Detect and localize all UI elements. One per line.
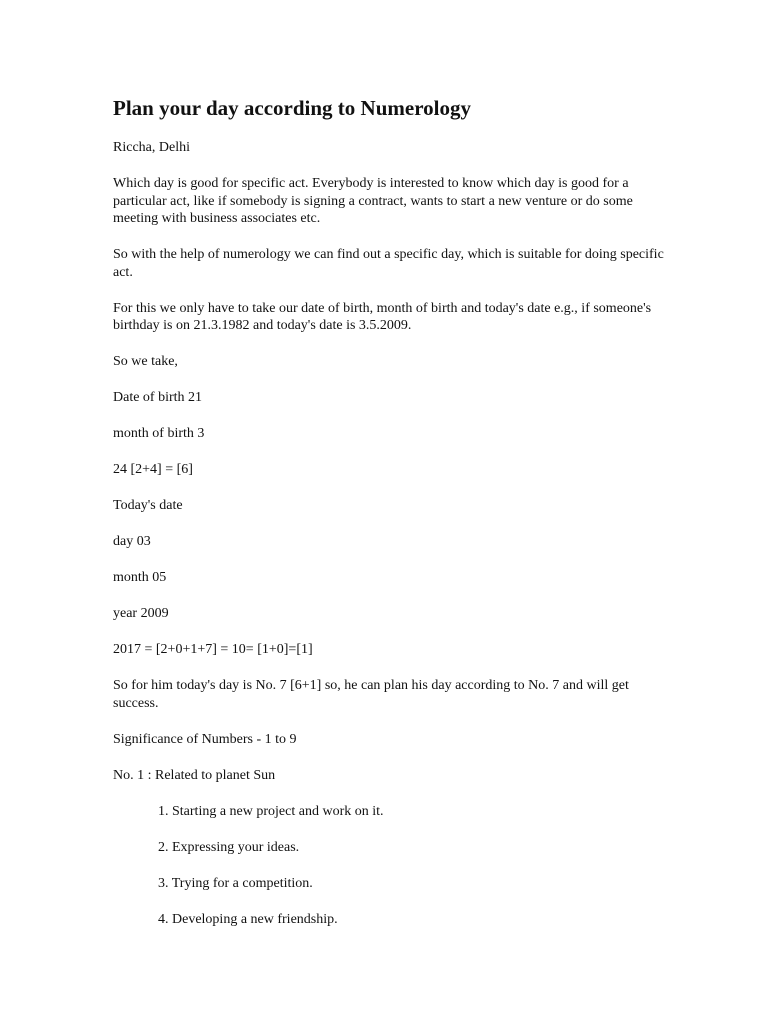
author-line: Riccha, Delhi: [113, 140, 190, 155]
paragraph-method: So with the help of numerology we can find out a specific day, which is suitable for doing specific act.: [113, 247, 664, 280]
list-item: 2. Expressing your ideas.: [158, 839, 300, 855]
document-title: Plan your day according to Numerology: [113, 96, 471, 120]
number-one-heading: No. 1 : Related to planet Sun: [113, 767, 276, 783]
paragraph-example: For this we only have to take our date of birth, month of birth and today's date e.g., if someone's birthday is on 21.3.1982 and today's date is 3.5.2009.: [113, 300, 652, 333]
paragraph-birth-sum: 24 [2+4] = [6]: [113, 462, 193, 477]
list-item: 1. Starting a new project and work on it.: [158, 803, 384, 819]
paragraph-month-of-birth: month of birth 3: [113, 426, 205, 441]
number-one-list: [113, 803, 673, 929]
paragraph-todays-date: Today's date: [113, 498, 183, 513]
paragraph-today-sum: 2017 = [2+0+1+7] = 10= [1+0]=[1]: [113, 642, 313, 657]
paragraph-so-we-take: So we take,: [113, 354, 178, 369]
section-heading-significance: Significance of Numbers - 1 to 9: [113, 731, 297, 747]
paragraph-day: day 03: [113, 534, 151, 549]
paragraph-month: month 05: [113, 570, 167, 585]
list-item: 4. Developing a new friendship.: [158, 911, 338, 927]
list-item: 3. Trying for a competition.: [158, 875, 313, 891]
paragraph-conclusion: So for him today's day is No. 7 [6+1] so, he can plan his day according to No. 7 and will get success.: [113, 678, 629, 711]
paragraph-date-of-birth: Date of birth 21: [113, 390, 203, 405]
paragraph-year: year 2009: [113, 606, 169, 621]
document-page: [113, 94, 673, 928]
document-body: [113, 175, 673, 784]
paragraph-intro: Which day is good for specific act. Everybody is interested to know which day is good for a particular act, like if somebody is signing a contract, wants to start a new venture or do some meeting with business associates etc.: [113, 176, 633, 226]
